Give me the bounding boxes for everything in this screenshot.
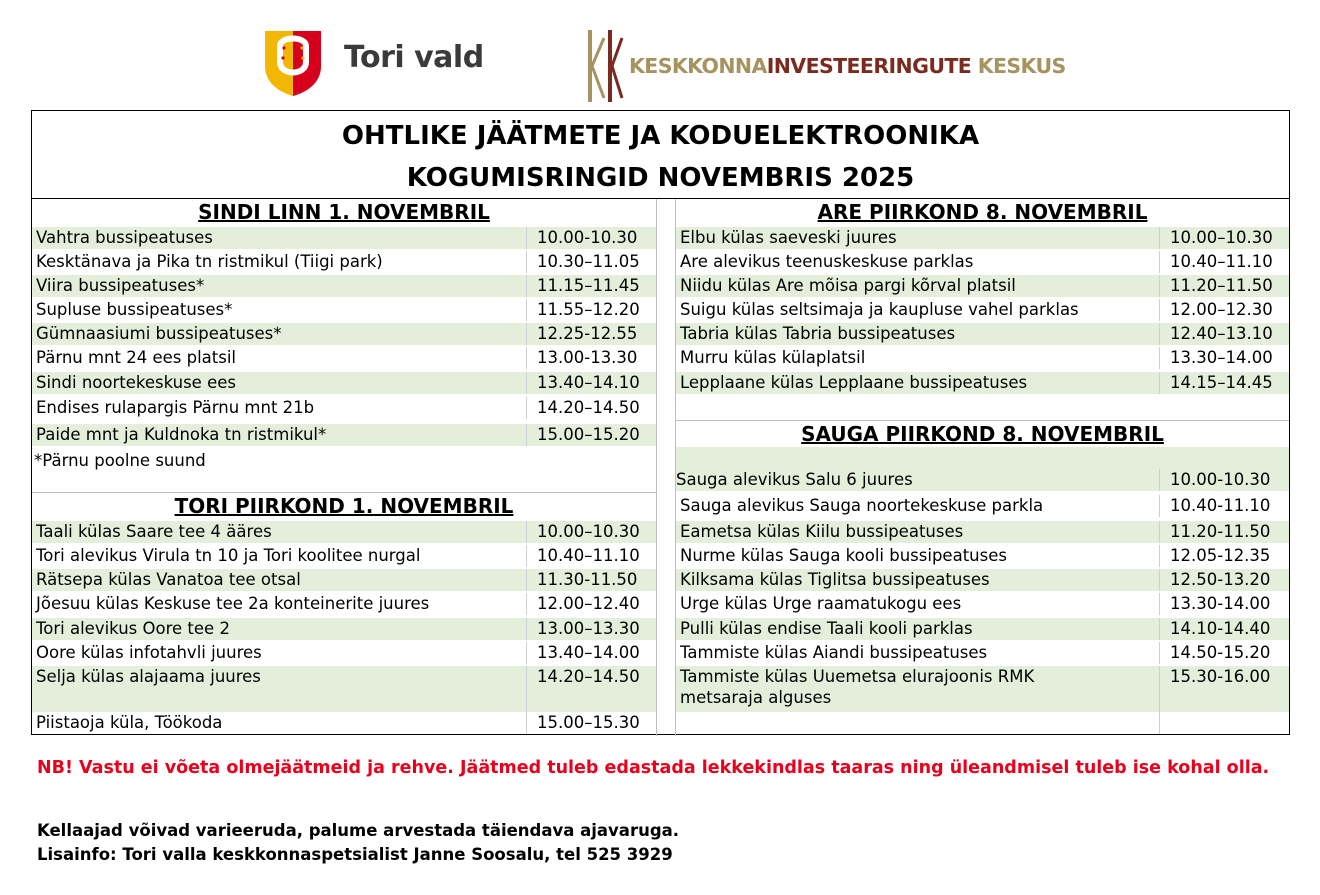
location-cell: Elbu külas saeveski juures	[680, 228, 897, 247]
location-cell: Eametsa külas Kiilu bussipeatuses	[680, 522, 964, 541]
time-cell: 14.20–14.50	[526, 397, 656, 419]
time-cell: 12.25-12.55	[526, 323, 656, 345]
location-cell: Jõesuu külas Keskuse tee 2a konteinerite juures	[36, 594, 430, 613]
page-title-line-1: OHTLIKE JÄÄTMETE JA KODUELEKTROONIKA	[341, 121, 980, 151]
time-cell: 12.40–13.10	[1159, 323, 1289, 345]
table-row	[676, 593, 1289, 615]
table-row	[32, 712, 656, 734]
table-row	[32, 347, 656, 369]
table-row	[676, 545, 1289, 567]
location-cell: Urge külas Urge raamatukogu ees	[680, 594, 962, 613]
section-title-sindi: SINDI LINN 1. NOVEMBRIL	[198, 200, 490, 224]
table-row	[676, 372, 1289, 394]
table-row	[32, 593, 656, 615]
time-cell: 11.20–11.50	[1159, 275, 1289, 297]
location-cell: Suigu külas seltsimaja ja kaupluse vahel parklas	[680, 300, 1079, 319]
table-row	[32, 299, 656, 321]
time-cell	[1159, 712, 1289, 734]
section-title-sauga: SAUGA PIIRKOND 8. NOVEMBRIL	[801, 422, 1164, 446]
time-cell: 14.15–14.45	[1159, 372, 1289, 394]
table-row	[676, 347, 1289, 369]
location-cell: Endises rulapargis Pärnu mnt 21b	[36, 398, 315, 417]
column-divider	[656, 199, 676, 736]
time-cell: 11.30-11.50	[526, 569, 656, 591]
table-row	[676, 642, 1289, 664]
table-row	[32, 569, 656, 591]
location-cell: Sauga alevikus Salu 6 juures	[676, 470, 913, 489]
table-row	[32, 275, 656, 297]
location-cell: Gümnaasiumi bussipeatuses*	[36, 324, 282, 343]
info-line-1: Kellaajad võivad varieeruda, palume arvestada täiendava ajavaruga.	[37, 821, 680, 840]
table-row	[32, 545, 656, 567]
location-cell: Paide mnt ja Kuldnoka tn ristmikul*	[36, 425, 327, 444]
location-cell: Sauga alevikus Sauga noortekeskuse parkla	[680, 496, 1044, 515]
time-cell: 13.30-14.00	[1159, 593, 1289, 615]
location-cell: Tammiste külas Aiandi bussipeatuses	[680, 643, 988, 662]
location-cell: Oore külas infotahvli juures	[36, 643, 262, 662]
location-cell: Niidu külas Are mõisa pargi kõrval platsil	[680, 276, 1016, 295]
time-cell: 12.50-13.20	[1159, 569, 1289, 591]
location-cell: Kilksama külas Tiglitsa bussipeatuses	[680, 570, 990, 589]
time-cell: 11.15–11.45	[526, 275, 656, 297]
time-cell: 10.00-10.30	[526, 227, 656, 249]
table-row	[676, 299, 1289, 321]
location-cell: Vahtra bussipeatuses	[36, 228, 213, 247]
time-cell: 12.00–12.30	[1159, 299, 1289, 321]
location-cell: Taali külas Saare tee 4 ääres	[36, 522, 272, 541]
location-line-1: Tammiste külas Uuemetsa elurajoonis RMK	[680, 667, 1035, 686]
time-cell: 14.10-14.40	[1159, 618, 1289, 640]
location-cell	[676, 666, 1159, 712]
location-cell: Kesktänava ja Pika tn ristmikul (Tiigi park)	[36, 252, 383, 271]
table-row	[676, 275, 1289, 297]
time-cell: 10.00–10.30	[1159, 227, 1289, 249]
location-cell: Murru külas külaplatsil	[680, 348, 866, 367]
table-row	[32, 424, 656, 446]
schedule-table	[31, 110, 1290, 735]
time-cell: 15.00–15.30	[526, 712, 656, 734]
location-cell: Nurme külas Sauga kooli bussipeatuses	[680, 546, 1007, 565]
table-row	[32, 666, 656, 712]
table-row	[676, 251, 1289, 273]
time-cell: 13.40–14.00	[526, 642, 656, 664]
table-row	[32, 618, 656, 640]
time-cell: 10.40–11.10	[1159, 251, 1289, 273]
time-cell: 11.20-11.50	[1159, 521, 1289, 543]
tori-vald-logo-text: Tori vald	[344, 40, 484, 75]
table-row	[32, 642, 656, 664]
warning-notice: NB! Vastu ei võeta olmejäätmeid ja rehve. Jäätmed tuleb edastada lekkekindlas taaras ning üleandmisel tuleb ise kohal olla.	[37, 758, 1270, 778]
table-row	[676, 447, 1289, 491]
page-title-line-2: KOGUMISRINGID NOVEMBRIS 2025	[406, 163, 915, 193]
table-row	[32, 227, 656, 249]
time-cell: 13.00-13.30	[526, 347, 656, 369]
info-line-2: Lisainfo: Tori valla keskkonnaspetsialist Janne Soosalu, tel 525 3929	[37, 845, 673, 864]
kik-logo-mark	[586, 30, 624, 102]
location-cell: Tabria külas Tabria bussipeatuses	[680, 324, 956, 343]
section-title-are: ARE PIIRKOND 8. NOVEMBRIL	[817, 200, 1148, 224]
section-title-tori: TORI PIIRKOND 1. NOVEMBRIL	[174, 494, 514, 518]
location-cell	[676, 712, 1159, 734]
title-box	[32, 111, 1289, 199]
location-cell: Are alevikus teenuskeskuse parklas	[680, 252, 974, 271]
table-row-empty	[676, 712, 1289, 734]
time-cell: 12.05-12.35	[1159, 545, 1289, 567]
time-cell: 10.30–11.05	[526, 251, 656, 273]
table-row	[32, 372, 656, 394]
table-row	[32, 397, 656, 419]
time-cell: 10.00–10.30	[526, 521, 656, 543]
time-cell: 10.40–11.10	[526, 545, 656, 567]
time-cell: 13.40–14.10	[526, 372, 656, 394]
time-cell: 12.00–12.40	[526, 593, 656, 615]
location-cell: Sindi noortekeskuse ees	[36, 373, 236, 392]
table-row	[676, 618, 1289, 640]
location-cell: Rätsepa külas Vanatoa tee otsal	[36, 570, 301, 589]
tori-vald-coat-of-arms-logo	[262, 28, 324, 98]
location-cell: Viira bussipeatuses*	[36, 276, 205, 295]
time-cell: 10.40-11.10	[1159, 495, 1289, 517]
location-cell: Lepplaane külas Lepplaane bussipeatuses	[680, 373, 1028, 392]
kik-logo-text: KESKKONNAINVESTEERINGUTE KESKUS	[629, 54, 1066, 78]
time-cell: 15.30-16.00	[1159, 666, 1289, 712]
time-cell: 10.00-10.30	[1159, 469, 1289, 491]
table-row	[676, 666, 1289, 712]
location-cell: Pärnu mnt 24 ees platsil	[36, 348, 237, 367]
table-row	[676, 495, 1289, 517]
time-cell: 15.00–15.20	[526, 424, 656, 446]
table-row	[676, 227, 1289, 249]
table-row	[32, 323, 656, 345]
location-cell: Selja külas alajaama juures	[36, 667, 261, 686]
time-cell: 14.50-15.20	[1159, 642, 1289, 664]
table-row	[676, 569, 1289, 591]
footnote: *Pärnu poolne suund	[34, 451, 206, 470]
table-row	[676, 521, 1289, 543]
location-cell: Tori alevikus Oore tee 2	[36, 619, 230, 638]
table-row	[676, 323, 1289, 345]
location-line-2: metsaraja alguses	[680, 688, 832, 707]
time-cell: 13.00–13.30	[526, 618, 656, 640]
location-cell: Supluse bussipeatuses*	[36, 300, 233, 319]
time-cell: 11.55–12.20	[526, 299, 656, 321]
location-cell: Pulli külas endise Taali kooli parklas	[680, 619, 973, 638]
time-cell: 14.20–14.50	[526, 666, 656, 712]
time-cell: 13.30–14.00	[1159, 347, 1289, 369]
location-cell: Tori alevikus Virula tn 10 ja Tori koolitee nurgal	[36, 546, 421, 565]
location-cell: Piistaoja küla, Töökoda	[36, 713, 223, 732]
table-row	[32, 251, 656, 273]
table-row	[32, 521, 656, 543]
